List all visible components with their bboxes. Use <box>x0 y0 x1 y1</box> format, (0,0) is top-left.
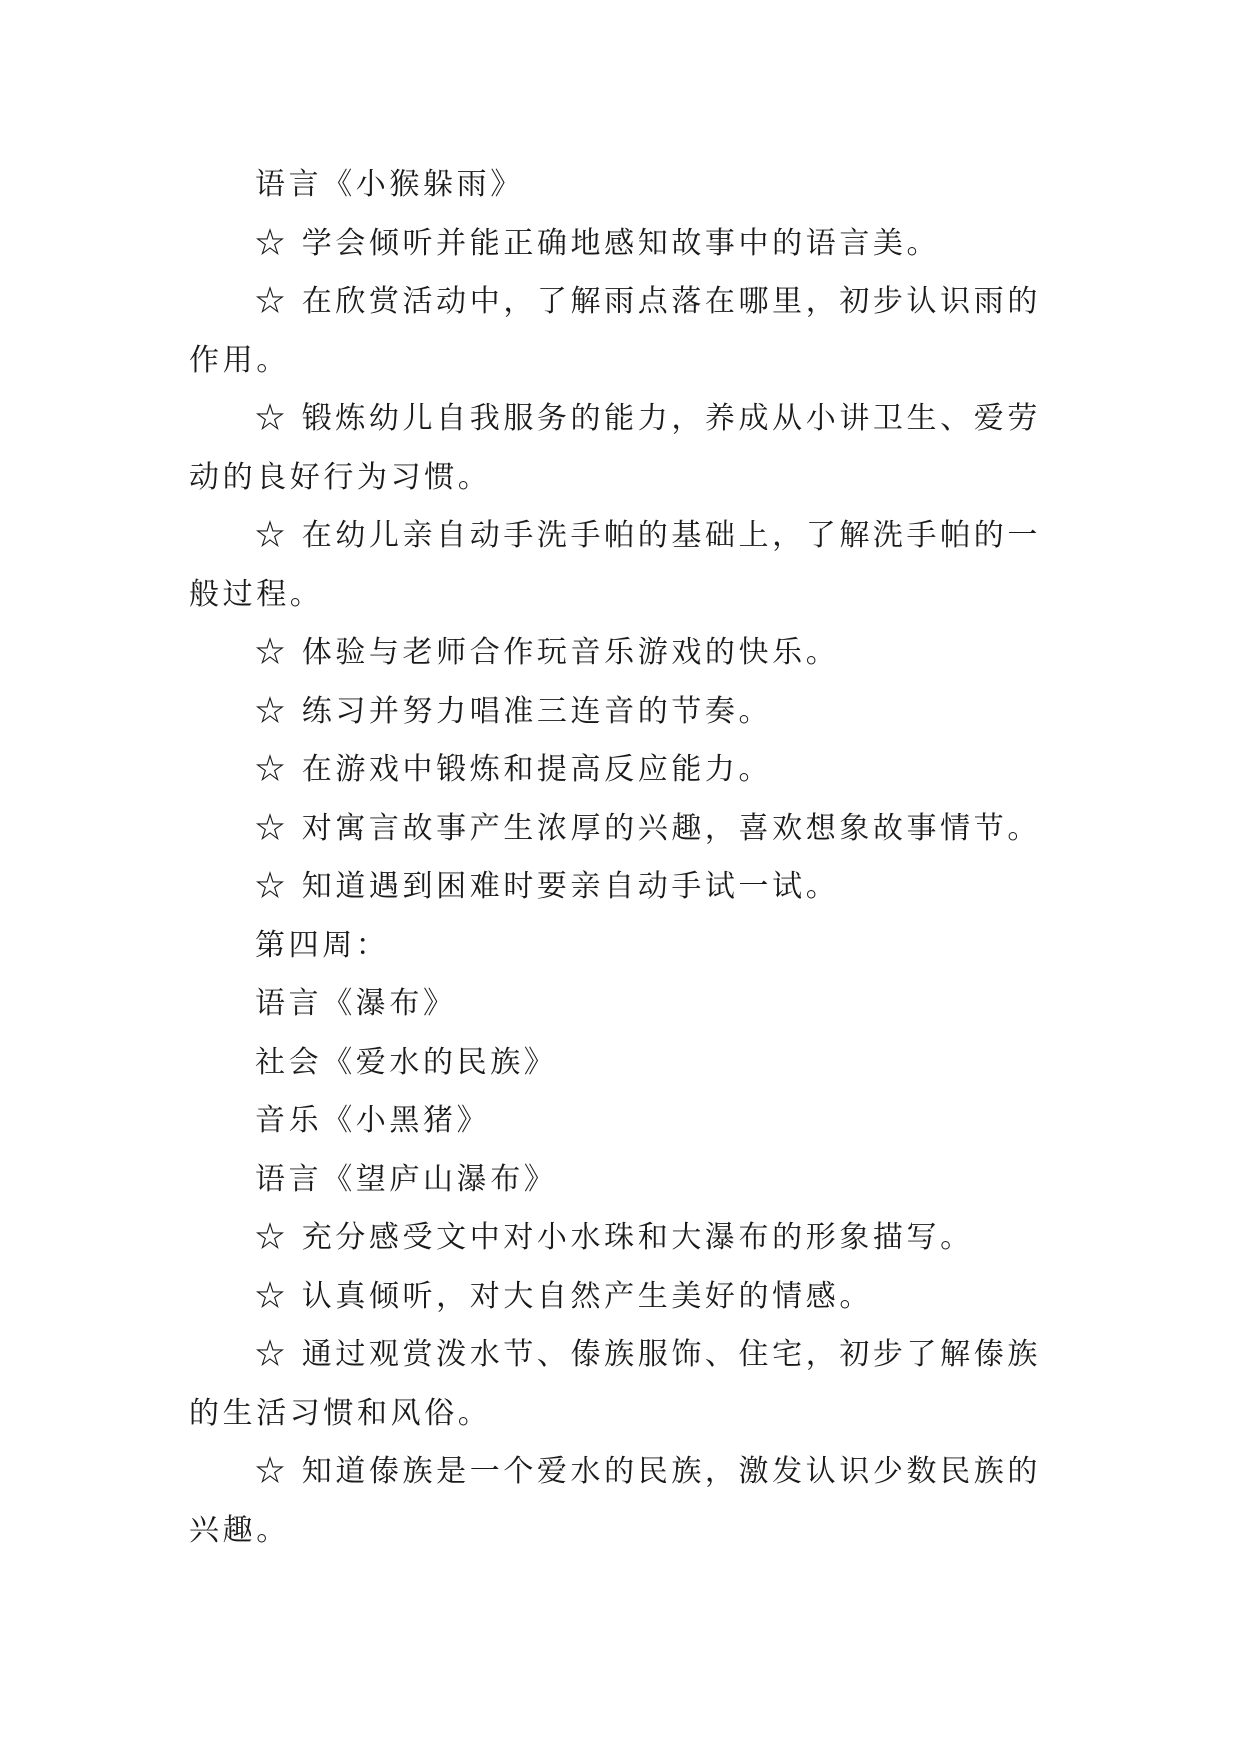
paragraph-goal: ☆ 在游戏中锻炼和提高反应能力。 <box>255 752 773 787</box>
paragraph-lesson-title: 语言《望庐山瀑布》 <box>255 1161 558 1197</box>
paragraph-week-heading: 第四周： <box>255 927 390 963</box>
paragraph-lesson-title: 语言《小猴躲雨》 <box>255 167 524 202</box>
paragraph-goal: ☆ 通过观赏泼水节、傣族服饰、住宅，初步了解傣族的生活习惯和风俗。 <box>189 1337 1041 1431</box>
paragraph-goal: ☆ 锻炼幼儿自我服务的能力，养成从小讲卫生、爱劳动的良好行为习惯。 <box>189 401 1041 495</box>
paragraph-goal: ☆ 在欣赏活动中，了解雨点落在哪里，初步认识雨的作用。 <box>189 284 1041 378</box>
document-body <box>189 156 1061 1560</box>
paragraph-goal: ☆ 在幼儿亲自动手洗手帕的基础上，了解洗手帕的一般过程。 <box>189 518 1041 612</box>
paragraph-goal: ☆ 充分感受文中对小水珠和大瀑布的形象描写。 <box>255 1220 974 1255</box>
paragraph-goal: ☆ 体验与老师合作玩音乐游戏的快乐。 <box>255 635 840 670</box>
paragraph-goal: ☆ 认真倾听，对大自然产生美好的情感。 <box>255 1278 873 1314</box>
paragraph-goal: ☆ 练习并努力唱准三连音的节奏。 <box>255 693 773 729</box>
paragraph-lesson-title: 音乐《小黑猪》 <box>255 1103 491 1138</box>
paragraph-goal: ☆ 对寓言故事产生浓厚的兴趣，喜欢想象故事情节。 <box>255 810 1041 846</box>
paragraph-lesson-title: 社会《爱水的民族》 <box>255 1044 558 1080</box>
paragraph-goal: ☆ 知道遇到困难时要亲自动手试一试。 <box>255 869 840 904</box>
paragraph-lesson-title: 语言《瀑布》 <box>255 986 457 1021</box>
paragraph-goal: ☆ 知道傣族是一个爱水的民族，激发认识少数民族的兴趣。 <box>189 1454 1041 1548</box>
paragraph-goal: ☆ 学会倾听并能正确地感知故事中的语言美。 <box>255 225 941 261</box>
